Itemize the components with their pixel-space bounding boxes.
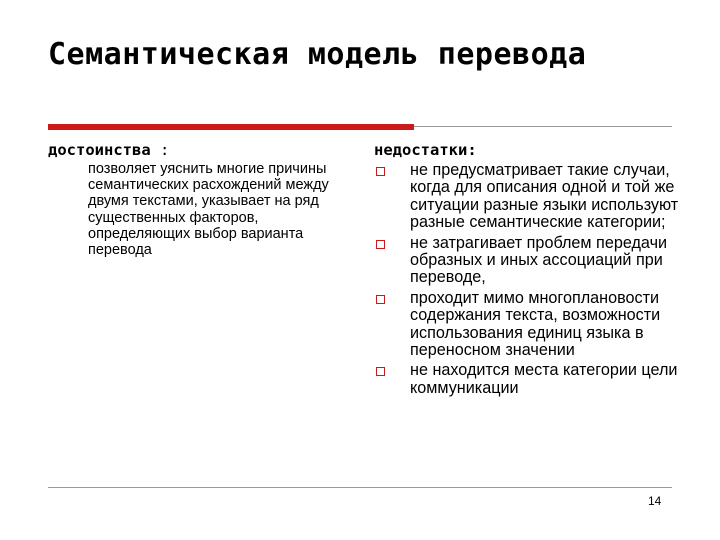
disadvantages-heading: недостатки: bbox=[374, 141, 477, 159]
list-item bbox=[374, 362, 684, 397]
disadvantages-list bbox=[374, 162, 684, 397]
advantages-heading-colon: : bbox=[150, 141, 170, 159]
square-bullet-icon bbox=[376, 367, 385, 376]
page-number: 14 bbox=[648, 494, 662, 508]
slide-title: Семантическая модель перевода bbox=[48, 37, 587, 72]
list-item-text: не предусматривает такие случаи, когда для описания одной и той же ситуации разные языки используют разные семантические категории; bbox=[410, 161, 679, 232]
advantages-column bbox=[48, 140, 348, 258]
square-bullet-icon bbox=[376, 295, 385, 304]
square-bullet-icon bbox=[376, 240, 385, 249]
advantages-text: позволяет уяснить многие причины семантических расхождений между двумя текстами, указывает на ряд существенных факторов, определяющих выбор варианта перевода bbox=[88, 161, 329, 259]
advantages-heading-line bbox=[48, 140, 348, 160]
disadvantages-column bbox=[374, 140, 684, 400]
footer-divider-line bbox=[48, 487, 672, 488]
list-item-text: проходит мимо многоплановости содержания текста, возможности использования единиц языка в переносном значении bbox=[410, 288, 661, 360]
square-bullet-icon bbox=[376, 167, 385, 176]
advantages-heading: достоинства bbox=[48, 141, 151, 159]
list-item-text: не находится места категории цели коммуникации bbox=[410, 361, 678, 397]
list-item bbox=[374, 162, 684, 232]
list-item bbox=[374, 290, 684, 360]
list-item-text: не затрагивает проблем передачи образных и иных ассоциаций при переводе, bbox=[410, 233, 668, 287]
title-accent-bar bbox=[48, 124, 414, 130]
list-item bbox=[374, 235, 684, 287]
